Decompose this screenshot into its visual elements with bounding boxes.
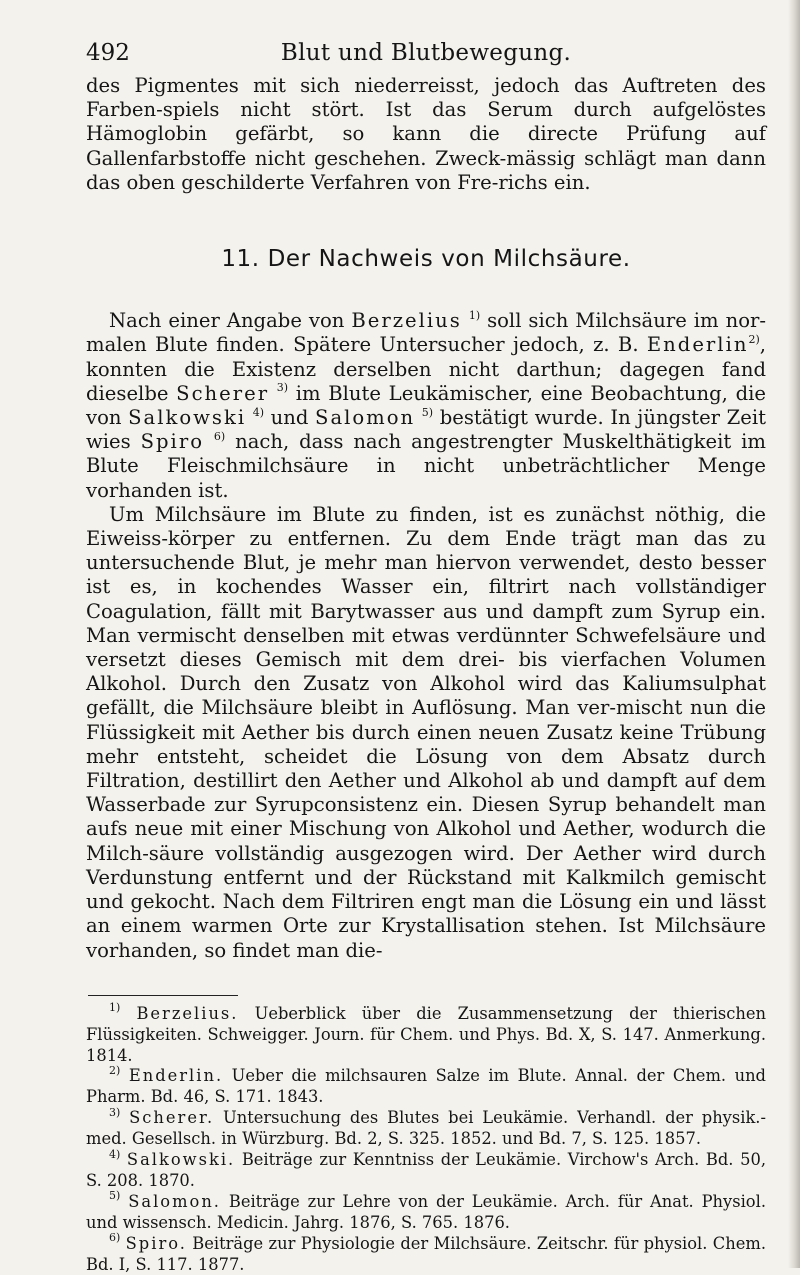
footnote-1: [86, 1001, 766, 1067]
footnote-ref: 2): [748, 332, 760, 346]
footnote-ref: 4): [252, 405, 265, 419]
footnote-number: 4): [109, 1147, 121, 1161]
paragraph-milchsaeure-history: [86, 309, 766, 503]
footnote-number: 2): [109, 1064, 121, 1077]
author-name: Salomon: [315, 406, 416, 430]
author-name: Scherer: [176, 381, 270, 405]
footnote-ref: 3): [276, 381, 289, 395]
footnote-author: Enderlin.: [128, 1066, 224, 1086]
footnote-divider: [88, 995, 238, 996]
footnote-author: Salomon.: [128, 1191, 221, 1211]
footnote-author: Scherer.: [129, 1108, 215, 1128]
footnote-author: Berzelius.: [136, 1003, 239, 1023]
text-fragment: im Blute Leukämischer, eine Beobachtung, die von: [86, 381, 766, 430]
footnote-4: [86, 1147, 766, 1192]
footnote-number: 3): [109, 1105, 121, 1119]
footnote-number: 6): [109, 1231, 121, 1245]
text-fragment: , konnten die Existenz derselben nicht darthun; dagegen fand dieselbe: [86, 333, 766, 405]
footnote-5: [86, 1189, 766, 1234]
footnote-2: [86, 1066, 766, 1108]
footnote-ref: 6): [213, 429, 226, 443]
author-name: Salkowski: [128, 406, 247, 430]
opening-paragraph: des Pigmentes mit sich niederreisst, jedoch das Auftreten des Farben-spiels nicht stört. Ist das Serum durch aufgelöstes Hämoglobin gefärbt, so kann die directe Prüfung auf Gallenfarbstoffe nicht geschehen. Zweck-mässig schlägt man dann das oben geschilderte Verfahren von Fre-richs ein.: [86, 74, 766, 194]
page-edge-shadow: [788, 0, 800, 1268]
page-header: [86, 40, 766, 74]
footnote-text: Ueberblick über die Zusammensetzung der thierischen Flüssigkeiten. Schweigger. Journ. für Chem. und Phys. Bd. X, S. 147. Anmerkung. 1814.: [86, 1003, 766, 1065]
text-fragment: nach, dass nach angestrengter Muskelthätigkeit im Blute Fleischmilchsäure in nicht unbeträchtlicher Menge vorhanden ist.: [86, 430, 766, 502]
text-fragment: Nach einer Angabe von: [109, 309, 352, 333]
author-name: Spiro: [140, 430, 204, 454]
footnote-text: Ueber die milchsauren Salze im Blute. Annal. der Chem. und Pharm. Bd. 46, S. 171. 1843.: [86, 1066, 766, 1107]
text-fragment: und: [264, 406, 316, 430]
footnote-author: Spiro.: [125, 1233, 187, 1253]
footnote-text: Beiträge zur Physiologie der Milchsäure. Zeitschr. für physiol. Chem. Bd. I, S. 117. 1877.: [86, 1233, 766, 1274]
book-page: [86, 40, 766, 1275]
paragraph-method: Um Milchsäure im Blute zu finden, ist es zunächst nöthig, die Eiweiss-körper zu entfernen. Zu dem Ende trägt man das zu untersuchende Blut, je mehr man hiervon verwendet, desto besser ist es, in kochendes Wasser ein, filtrirt nach vollständiger Coagulation, fällt mit Barytwasser aus und dampft zum Syrup ein. Man vermischt denselben mit etwas verdünnter Schwefelsäure und versetzt dieses Gemisch mit dem drei- bis vierfachen Volumen Alkohol. Durch den Zusatz von Alkohol wird das Kaliumsulphat gefällt, die Milchsäure bleibt in Auflösung. Man ver-mischt nun die Flüssigkeit mit Aether bis durch einen neuen Zusatz keine Trübung mehr entsteht, scheidet die Lösung von dem Absatz durch Filtration, destillirt den Aether und Alkohol ab und dampft auf dem Wasserbade zur Syrupconsistenz ein. Diesen Syrup behandelt man aufs neue mit einer Mischung von Alkohol und Aether, wodurch die Milch-säure vollständig ausgezogen wird. Der Aether wird durch Verdunstung entfernt und der Rückstand mit Kalkmilch gemischt und gekocht. Nach dem Filtriren engt man die Lösung ein und lässt an einem warmen Orte zur Krystallisation stehen. Ist Milchsäure vorhanden, so findet man die-: [86, 502, 766, 962]
running-title: Blut und Blutbewegung.: [280, 40, 572, 66]
footnote-6: [86, 1231, 766, 1275]
footnote-number: 5): [109, 1189, 121, 1203]
section-title: 11. Der Nachweis von Milchsäure.: [221, 246, 631, 273]
text-fragment: soll sich Milchsäure im nor-malen Blute finden. Spätere Untersucher jedoch, z. B.: [86, 309, 766, 357]
author-name: Berzelius: [351, 309, 462, 333]
footnote-number: 1): [109, 1001, 121, 1015]
footnote-ref: 5): [421, 405, 434, 419]
footnote-author: Salkowski.: [126, 1150, 236, 1170]
main-text: [86, 74, 766, 963]
footnotes: [86, 1001, 766, 1275]
text-fragment: bestätigt wurde. In jüngster Zeit wies: [86, 406, 766, 454]
page-number: 492: [86, 40, 130, 66]
footnote-text: Beiträge zur Lehre von der Leukämie. Arch. für Anat. Physiol. und wissensch. Medicin. Jahrg. 1876, S. 765. 1876.: [86, 1191, 766, 1232]
footnote-3: [86, 1105, 766, 1150]
footnote-ref: 1): [468, 308, 481, 322]
author-name: Enderlin: [646, 333, 749, 357]
footnote-text: Untersuchung des Blutes bei Leukämie. Verhandl. der physik.-med. Gesellsch. in Würzburg. Bd. 2, S. 325. 1852. und Bd. 7, S. 125. 1857.: [86, 1108, 766, 1149]
footnote-text: Beiträge zur Kenntniss der Leukämie. Virchow's Arch. Bd. 50, S. 208. 1870.: [86, 1150, 766, 1190]
